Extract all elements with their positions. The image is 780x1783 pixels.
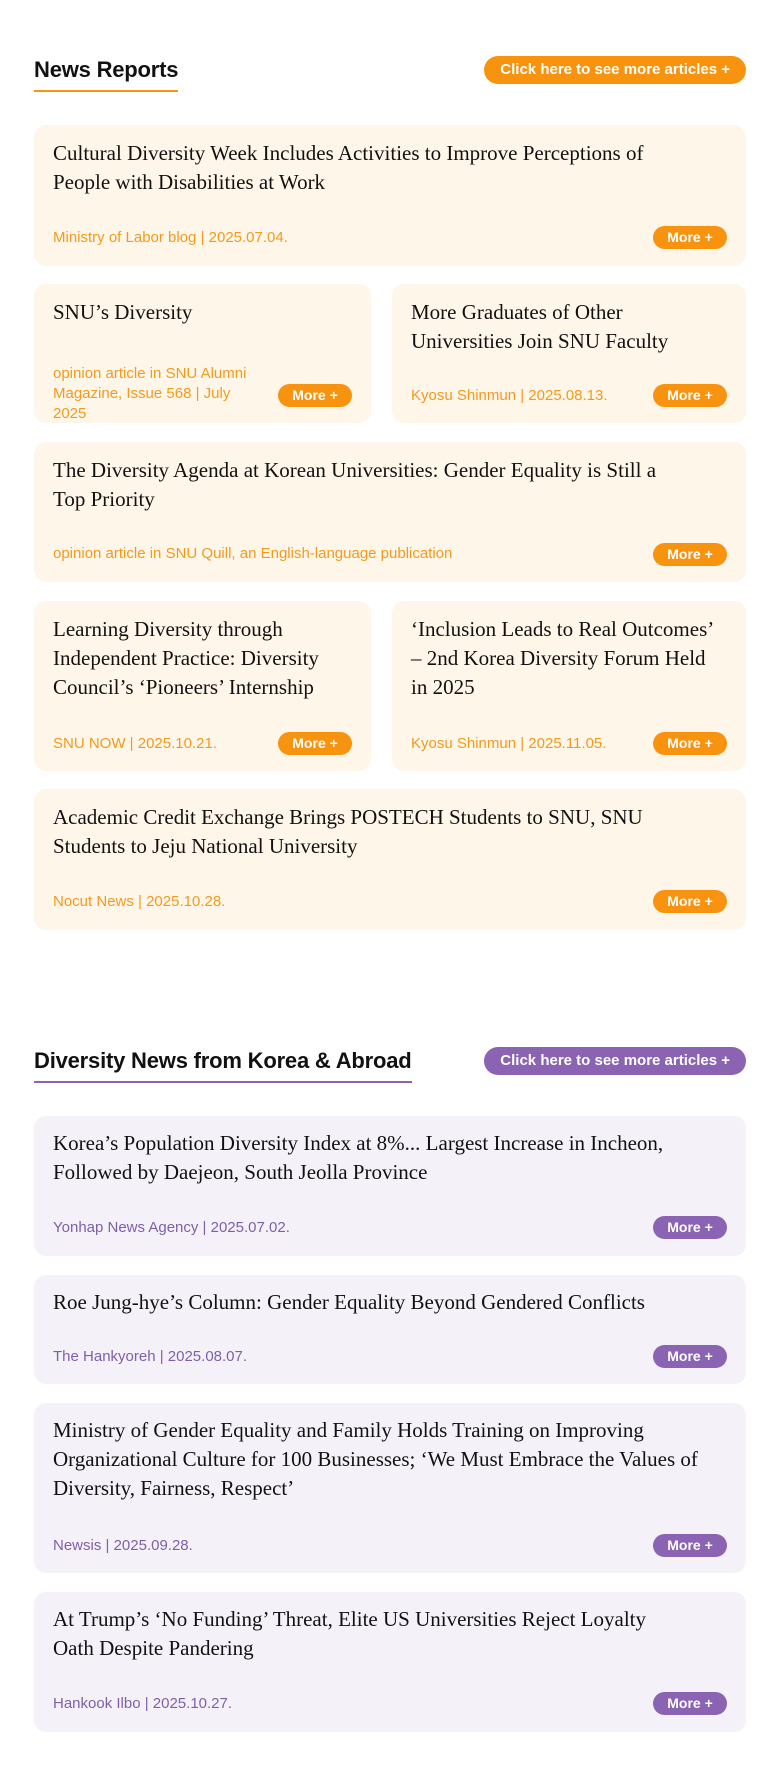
article-source: Yonhap News Agency | 2025.07.02. bbox=[53, 1219, 290, 1236]
news-card[interactable] bbox=[34, 442, 746, 582]
article-title[interactable]: At Trump’s ‘No Funding’ Threat, Elite US Universities Reject Loyalty Oath Despite Pandering bbox=[53, 1607, 647, 1660]
article-title[interactable]: SNU’s Diversity bbox=[53, 300, 193, 324]
article-title[interactable]: Korea’s Population Diversity Index at 8%... Largest Increase in Incheon, Followed by Daejeon, South Jeolla Province bbox=[53, 1131, 664, 1184]
article-source: opinion article in SNU Quill, an English-language publication bbox=[53, 545, 453, 562]
see-more-articles-button[interactable]: Click here to see more articles + bbox=[484, 1047, 746, 1075]
article-source: Kyosu Shinmun | 2025.11.05. bbox=[411, 735, 607, 752]
more-button[interactable]: More + bbox=[653, 226, 727, 249]
news-card[interactable] bbox=[392, 284, 746, 423]
article-source: opinion article in SNU Alumni Magazine, Issue 568 | July 2025 bbox=[53, 365, 247, 422]
news-card[interactable] bbox=[34, 601, 371, 771]
more-button[interactable]: More + bbox=[653, 1692, 727, 1715]
more-button[interactable]: More + bbox=[653, 543, 727, 566]
article-source: Newsis | 2025.09.28. bbox=[53, 1537, 193, 1554]
more-button[interactable]: More + bbox=[653, 1345, 727, 1368]
article-title[interactable]: Learning Diversity through Independent Practice: Diversity Council’s ‘Pioneers’ Internship bbox=[53, 617, 319, 699]
article-title[interactable]: Roe Jung-hye’s Column: Gender Equality Beyond Gendered Conflicts bbox=[53, 1290, 645, 1314]
diversity-news-header bbox=[34, 1047, 746, 1087]
article-title[interactable]: The Diversity Agenda at Korean Universities: Gender Equality is Still a Top Priority bbox=[53, 458, 657, 511]
more-button[interactable]: More + bbox=[278, 384, 352, 407]
more-button[interactable]: More + bbox=[653, 1216, 727, 1239]
article-source: Ministry of Labor blog | 2025.07.04. bbox=[53, 229, 288, 246]
news-card[interactable] bbox=[34, 1403, 746, 1573]
article-source: Hankook Ilbo | 2025.10.27. bbox=[53, 1695, 233, 1712]
article-title[interactable]: More Graduates of Other Universities Join SNU Faculty bbox=[411, 300, 669, 353]
section-title: News Reports bbox=[34, 56, 178, 92]
article-title[interactable]: Academic Credit Exchange Brings POSTECH Students to SNU, SNU Students to Jeju National University bbox=[53, 805, 643, 858]
article-title[interactable]: Cultural Diversity Week Includes Activities to Improve Perceptions of People with Disabilities at Work bbox=[53, 141, 644, 194]
more-button[interactable]: More + bbox=[653, 1534, 727, 1557]
news-reports-header bbox=[34, 56, 746, 96]
more-button[interactable]: More + bbox=[653, 732, 727, 755]
news-card[interactable] bbox=[34, 1592, 746, 1732]
more-button[interactable]: More + bbox=[653, 890, 727, 913]
article-source: The Hankyoreh | 2025.08.07. bbox=[53, 1348, 248, 1365]
news-card[interactable] bbox=[34, 284, 371, 423]
news-card[interactable] bbox=[34, 1116, 746, 1256]
more-button[interactable]: More + bbox=[653, 384, 727, 407]
see-more-articles-button[interactable]: Click here to see more articles + bbox=[484, 56, 746, 84]
article-title[interactable]: Ministry of Gender Equality and Family Holds Training on Improving Organizational Culture for 100 Businesses; ‘We Must Embrace the Values of Diversity, Fairness, Respect’ bbox=[53, 1418, 698, 1500]
news-card[interactable] bbox=[34, 125, 746, 266]
more-button[interactable]: More + bbox=[278, 732, 352, 755]
news-card[interactable] bbox=[34, 789, 746, 930]
news-card[interactable] bbox=[34, 1275, 746, 1384]
article-title[interactable]: ‘Inclusion Leads to Real Outcomes’ – 2nd Korea Diversity Forum Held in 2025 bbox=[411, 617, 713, 699]
section-title: Diversity News from Korea & Abroad bbox=[34, 1047, 412, 1083]
article-source: SNU NOW | 2025.10.21. bbox=[53, 735, 217, 752]
article-source: Nocut News | 2025.10.28. bbox=[53, 893, 226, 910]
news-card[interactable] bbox=[392, 601, 746, 771]
article-source: Kyosu Shinmun | 2025.08.13. bbox=[411, 387, 608, 404]
